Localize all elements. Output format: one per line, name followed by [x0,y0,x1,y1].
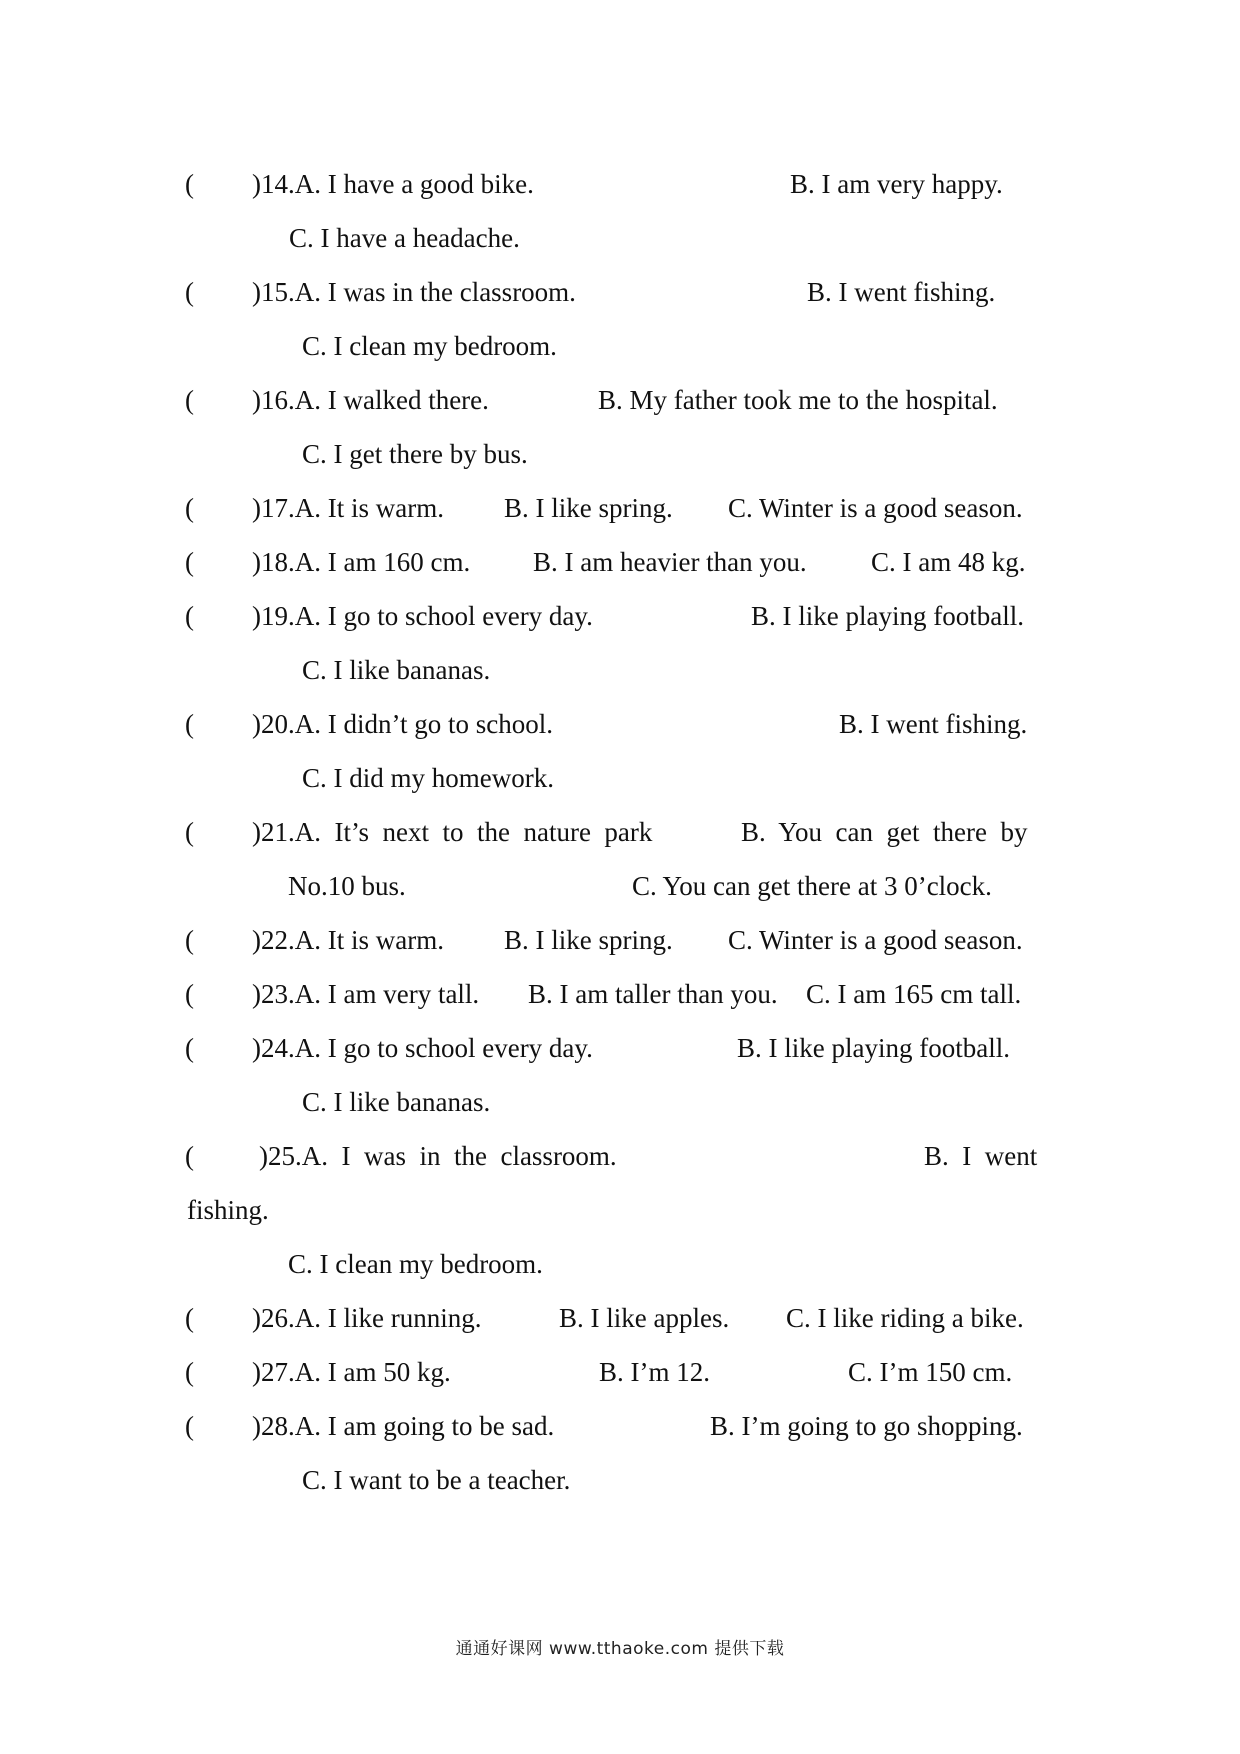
question-27-option-a: )27.A. I am 50 kg. [252,1357,451,1387]
question-14-option-a: )14.A. I have a good bike. [252,169,534,199]
question-25-option-c: C. I clean my bedroom. [288,1249,543,1279]
question-16-option-b: B. My father took me to the hospital. [598,385,998,415]
question-24-option-a: )24.A. I go to school every day. [252,1033,593,1063]
question-16-option-c: C. I get there by bus. [302,439,528,469]
question-25-option-b-continued: fishing. [187,1195,269,1225]
question-24-option-b: B. I like playing football. [737,1033,1010,1063]
question-21-option-c: C. You can get there at 3 0’clock. [632,871,992,901]
question-28-option-a: )28.A. I am going to be sad. [252,1411,555,1441]
question-21-option-b-continued: No.10 bus. [288,871,406,901]
question-18-option-b: B. I am heavier than you. [533,547,807,577]
question-16-paren: ( [185,385,194,415]
question-22-option-a: )22.A. It is warm. [252,925,444,955]
question-18-option-c: C. I am 48 kg. [871,547,1026,577]
question-15-option-b: B. I went fishing. [807,277,996,307]
question-24-option-c: C. I like bananas. [302,1087,491,1117]
question-17-paren: ( [185,493,194,523]
question-25-paren: ( [185,1141,194,1171]
question-23-option-a: )23.A. I am very tall. [252,979,480,1009]
question-28-option-b: B. I’m going to go shopping. [710,1411,1023,1441]
question-20-option-c: C. I did my homework. [302,763,554,793]
question-27-option-c: C. I’m 150 cm. [848,1357,1013,1387]
question-15-paren: ( [185,277,194,307]
question-23-option-b: B. I am taller than you. [528,979,778,1009]
question-28-option-c: C. I want to be a teacher. [302,1465,571,1495]
question-23-option-c: C. I am 165 cm tall. [806,979,1022,1009]
question-26-option-c: C. I like riding a bike. [786,1303,1024,1333]
question-15-option-a: )15.A. I was in the classroom. [252,277,576,307]
question-20-option-b: B. I went fishing. [839,709,1028,739]
question-19-option-b: B. I like playing football. [751,601,1024,631]
question-27-option-b: B. I’m 12. [599,1357,710,1387]
question-19-option-a: )19.A. I go to school every day. [252,601,593,631]
question-19-option-c: C. I like bananas. [302,655,491,685]
question-22-option-c: C. Winter is a good season. [728,925,1023,955]
question-27-paren: ( [185,1357,194,1387]
question-15-option-c: C. I clean my bedroom. [302,331,557,361]
question-22-paren: ( [185,925,194,955]
question-17-option-b: B. I like spring. [504,493,673,523]
question-18-paren: ( [185,547,194,577]
question-17-option-c: C. Winter is a good season. [728,493,1023,523]
question-26-option-b: B. I like apples. [559,1303,730,1333]
question-14-option-c: C. I have a headache. [289,223,520,253]
question-23-paren: ( [185,979,194,1009]
question-28-paren: ( [185,1411,194,1441]
question-17-option-a: )17.A. It is warm. [252,493,444,523]
question-16-option-a: )16.A. I walked there. [252,385,489,415]
footer-source: 通通好课网 www.tthaoke.com 提供下载 [455,1639,785,1659]
question-26-option-a: )26.A. I like running. [252,1303,482,1333]
question-26-paren: ( [185,1303,194,1333]
question-21-option-a: )21.A. It’s next to the nature park [252,817,653,847]
question-21-option-b: B. You can get there by [741,817,1028,847]
question-19-paren: ( [185,601,194,631]
question-22-option-b: B. I like spring. [504,925,673,955]
question-21-paren: ( [185,817,194,847]
question-25-option-a: )25.A. I was in the classroom. [259,1141,617,1171]
question-20-paren: ( [185,709,194,739]
question-14-option-b: B. I am very happy. [790,169,1003,199]
question-20-option-a: )20.A. I didn’t go to school. [252,709,553,739]
question-24-paren: ( [185,1033,194,1063]
question-14-paren: ( [185,169,194,199]
question-25-option-b: B. I went [924,1141,1038,1171]
question-18-option-a: )18.A. I am 160 cm. [252,547,471,577]
